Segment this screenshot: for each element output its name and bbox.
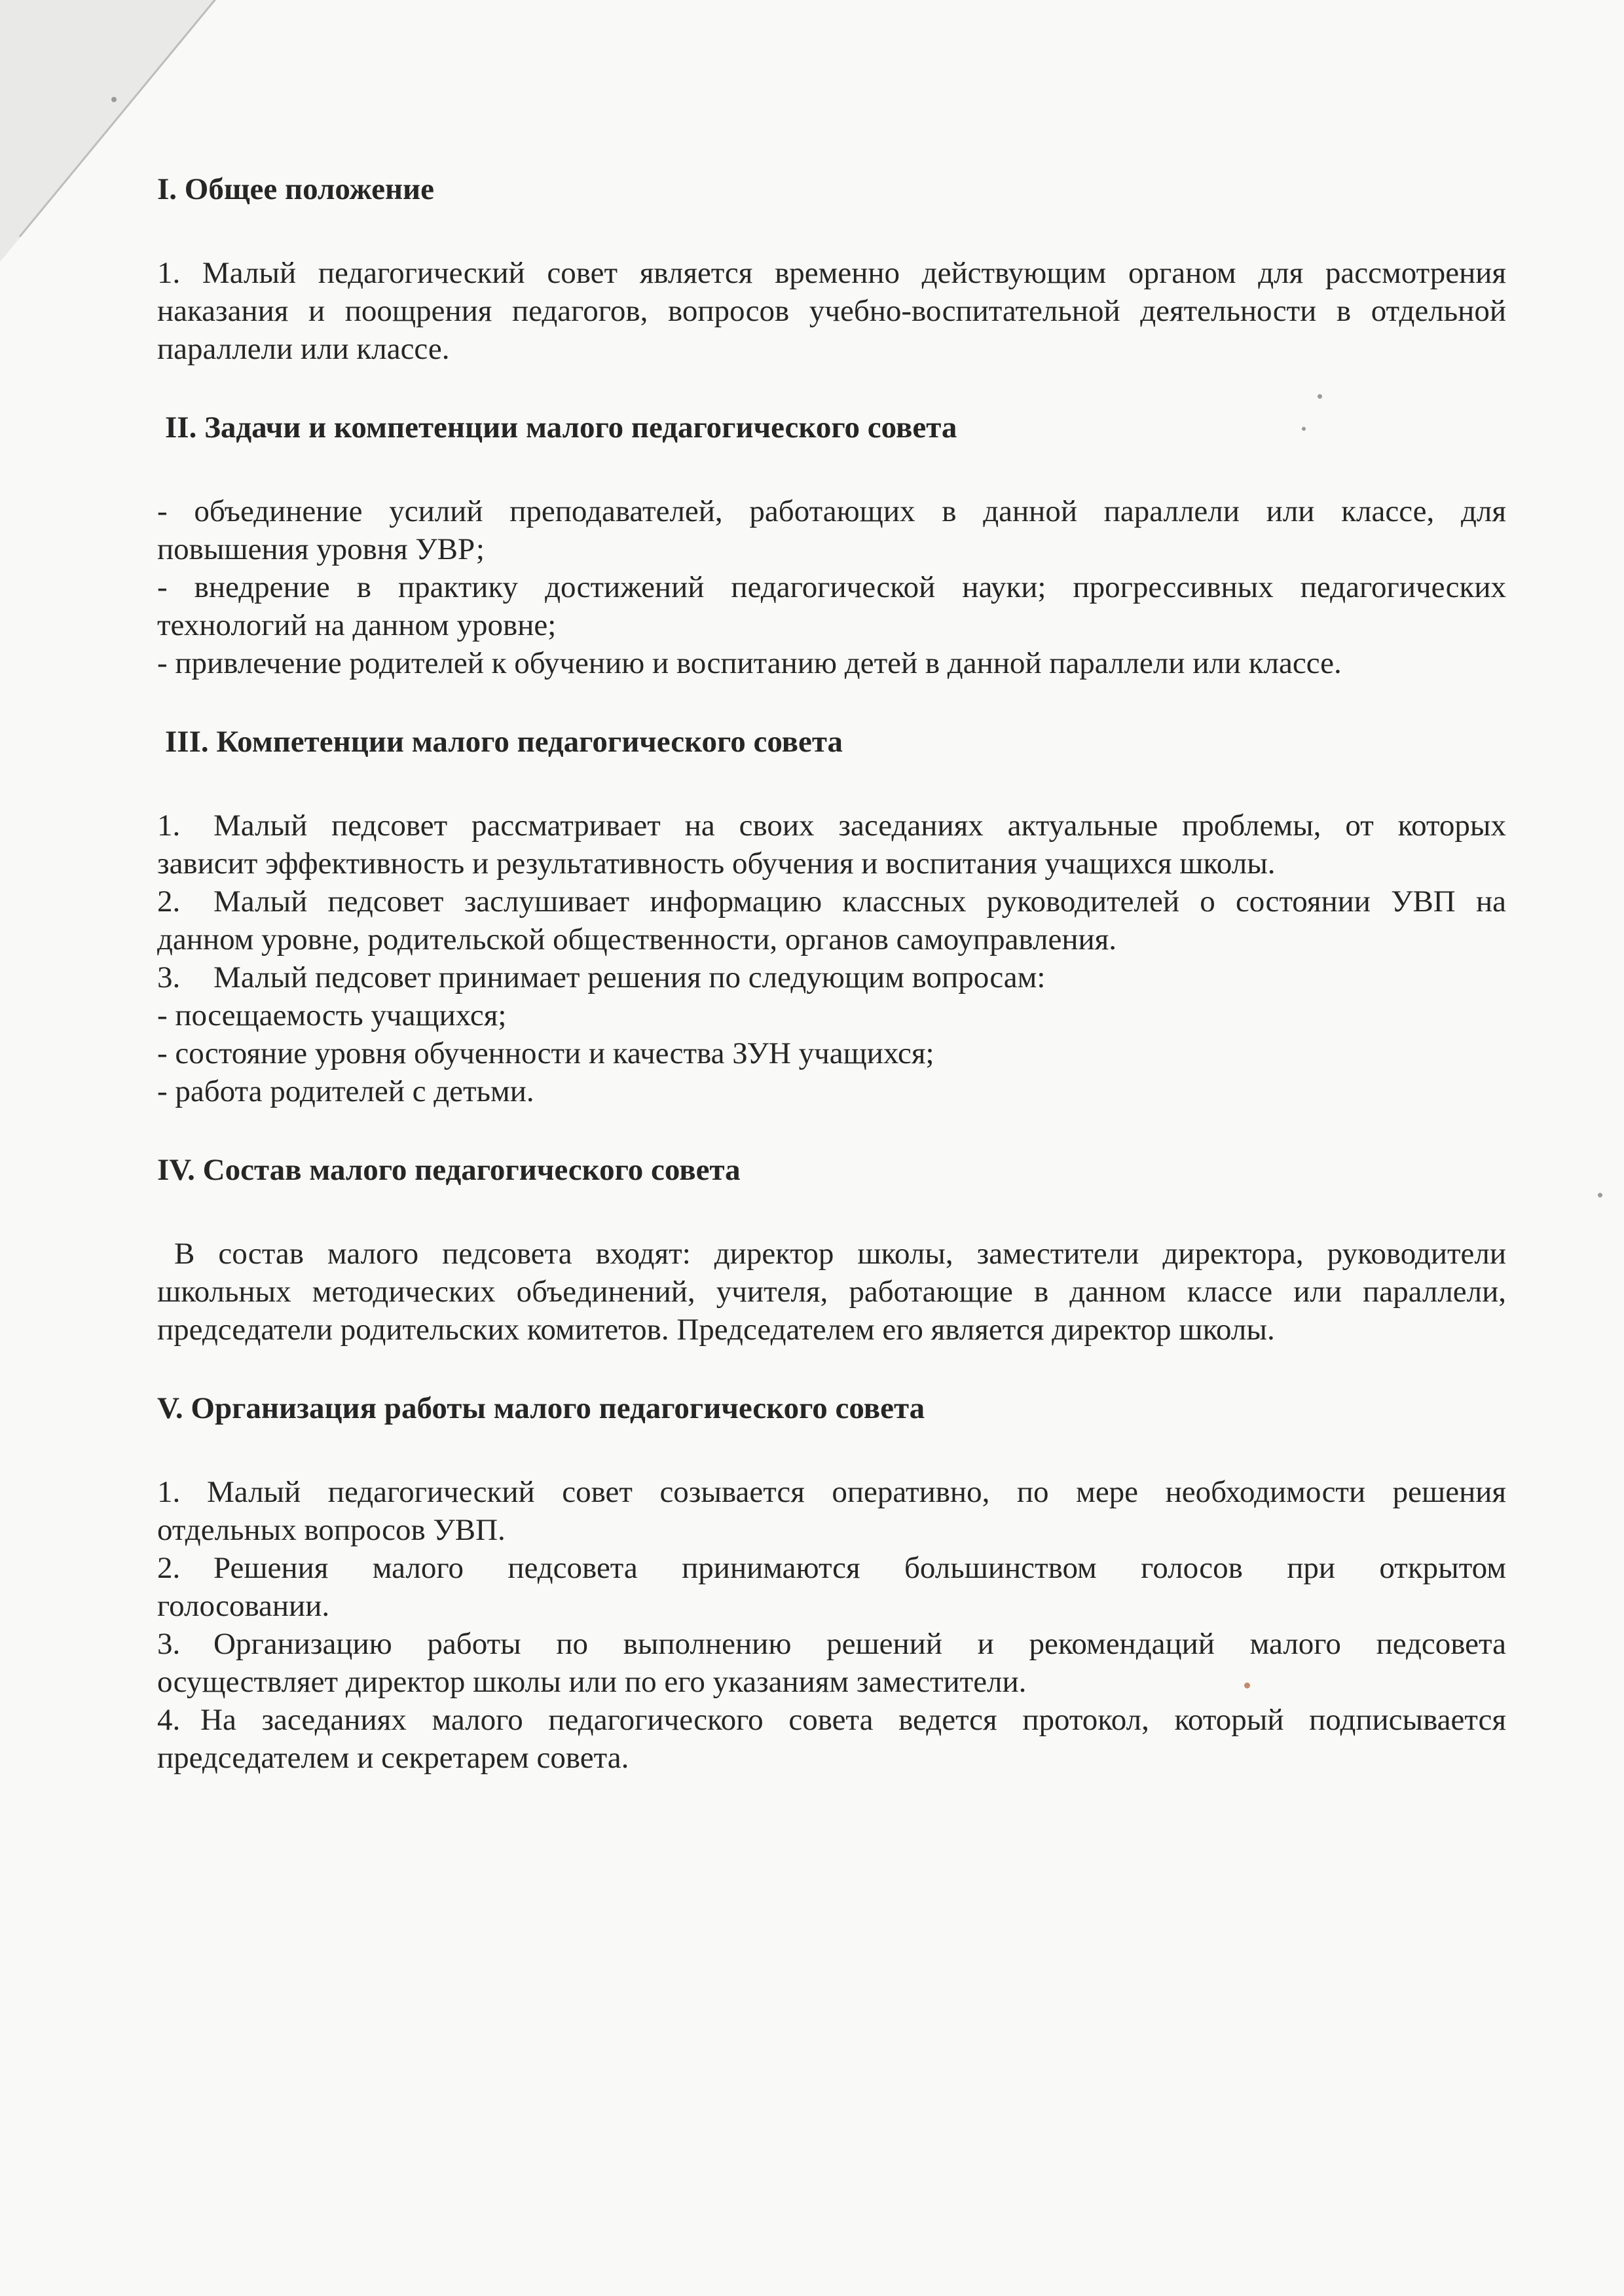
item-number: 2. <box>157 1551 181 1585</box>
paragraph <box>157 1235 1506 1349</box>
numbered-item <box>157 1701 1506 1739</box>
numbered-item <box>157 958 1506 996</box>
numbered-item <box>157 883 1506 920</box>
section-heading: V. Организация работы малого педагогического совета <box>157 1391 925 1425</box>
text-line: Малый педсовет заслушивает информацию классных руководителей о состоянии УВП на <box>213 884 1506 919</box>
list-item <box>157 644 1506 682</box>
section-competencies <box>157 723 1506 1110</box>
section-heading: II. Задачи и компетенции малого педагогического совета <box>165 410 957 445</box>
item-number: 3. <box>157 1627 181 1661</box>
text-line: повышения уровня УВР; <box>157 532 485 566</box>
text-line: председатели родительских комитетов. Председателем его является директор школы. <box>157 1313 1275 1347</box>
section-heading: I. Общее положение <box>157 172 434 206</box>
section-heading: III. Компетенции малого педагогического совета <box>165 725 843 759</box>
numbered-item <box>157 1625 1506 1663</box>
item-number: 4. <box>157 1703 181 1737</box>
text-line: зависит эффективность и результативность обучения и воспитания учащихся школы. <box>157 847 1276 881</box>
numbered-item <box>157 807 1506 845</box>
text-line: параллели или классе. <box>157 332 450 366</box>
text-line: данном уровне, родительской общественности, органов самоуправления. <box>157 922 1116 957</box>
text-line: председателем и секретарем совета. <box>157 1741 629 1775</box>
text-line: Малый педсовет рассматривает на своих заседаниях актуальные проблемы, от которых <box>213 809 1506 843</box>
scan-speck <box>1598 1193 1602 1197</box>
text-line: - внедрение в практику достижений педагогической науки; прогрессивных педагогических <box>157 570 1506 604</box>
text-line: Малый педсовет принимает решения по следующим вопросам: <box>213 960 1046 994</box>
scan-speck <box>111 97 117 102</box>
text-line: На заседаниях малого педагогического совета ведется протокол, который подписывается <box>200 1703 1506 1737</box>
text-line: школьных методических объединений, учителя, работающие в данном классе или параллели, <box>157 1275 1506 1309</box>
text-line: - привлечение родителей к обучению и воспитанию детей в данной параллели или классе. <box>157 646 1342 680</box>
text-line: Решения малого педсовета принимаются большинством голосов при открытом <box>213 1551 1506 1585</box>
text-line: Малый педагогический совет созывается оперативно, по мере необходимости решения <box>207 1475 1506 1509</box>
paragraph <box>157 254 1506 368</box>
text-line: В состав малого педсовета входят: директор школы, заместители директора, руководители <box>174 1237 1506 1271</box>
section-composition <box>157 1151 1506 1349</box>
list-item <box>157 492 1506 568</box>
text-line: Организацию работы по выполнению решений и рекомендаций малого педсовета <box>213 1627 1506 1661</box>
text-line: технологий на данном уровне; <box>157 608 557 642</box>
list-item <box>157 568 1506 644</box>
item-number: 1. <box>157 809 181 843</box>
section-heading: IV. Состав малого педагогического совета <box>157 1153 741 1187</box>
document-body <box>157 170 1506 1777</box>
text-line: отдельных вопросов УВП. <box>157 1513 506 1547</box>
numbered-item <box>157 1473 1506 1511</box>
section-tasks <box>157 409 1506 682</box>
section-general <box>157 170 1506 368</box>
text-line: 1. Малый педагогический совет является временно действующим органом для рассмотрения <box>157 256 1506 290</box>
text-line: - объединение усилий преподавателей, работающих в данной параллели или классе, для <box>157 494 1506 528</box>
item-number: 2. <box>157 884 181 919</box>
list-item: - посещаемость учащихся; <box>157 998 507 1032</box>
section-organization <box>157 1389 1506 1777</box>
numbered-item <box>157 1549 1506 1587</box>
text-line: голосовании. <box>157 1589 330 1623</box>
text-line: наказания и поощрения педагогов, вопросов учебно-воспитательной деятельности в отдельной <box>157 294 1506 328</box>
list-item: - работа родителей с детьми. <box>157 1074 534 1108</box>
list-item: - состояние уровня обученности и качества ЗУН учащихся; <box>157 1036 934 1070</box>
item-number: 3. <box>157 960 181 994</box>
text-line: осуществляет директор школы или по его указаниям заместители. <box>157 1665 1027 1699</box>
item-number: 1. <box>157 1475 181 1509</box>
